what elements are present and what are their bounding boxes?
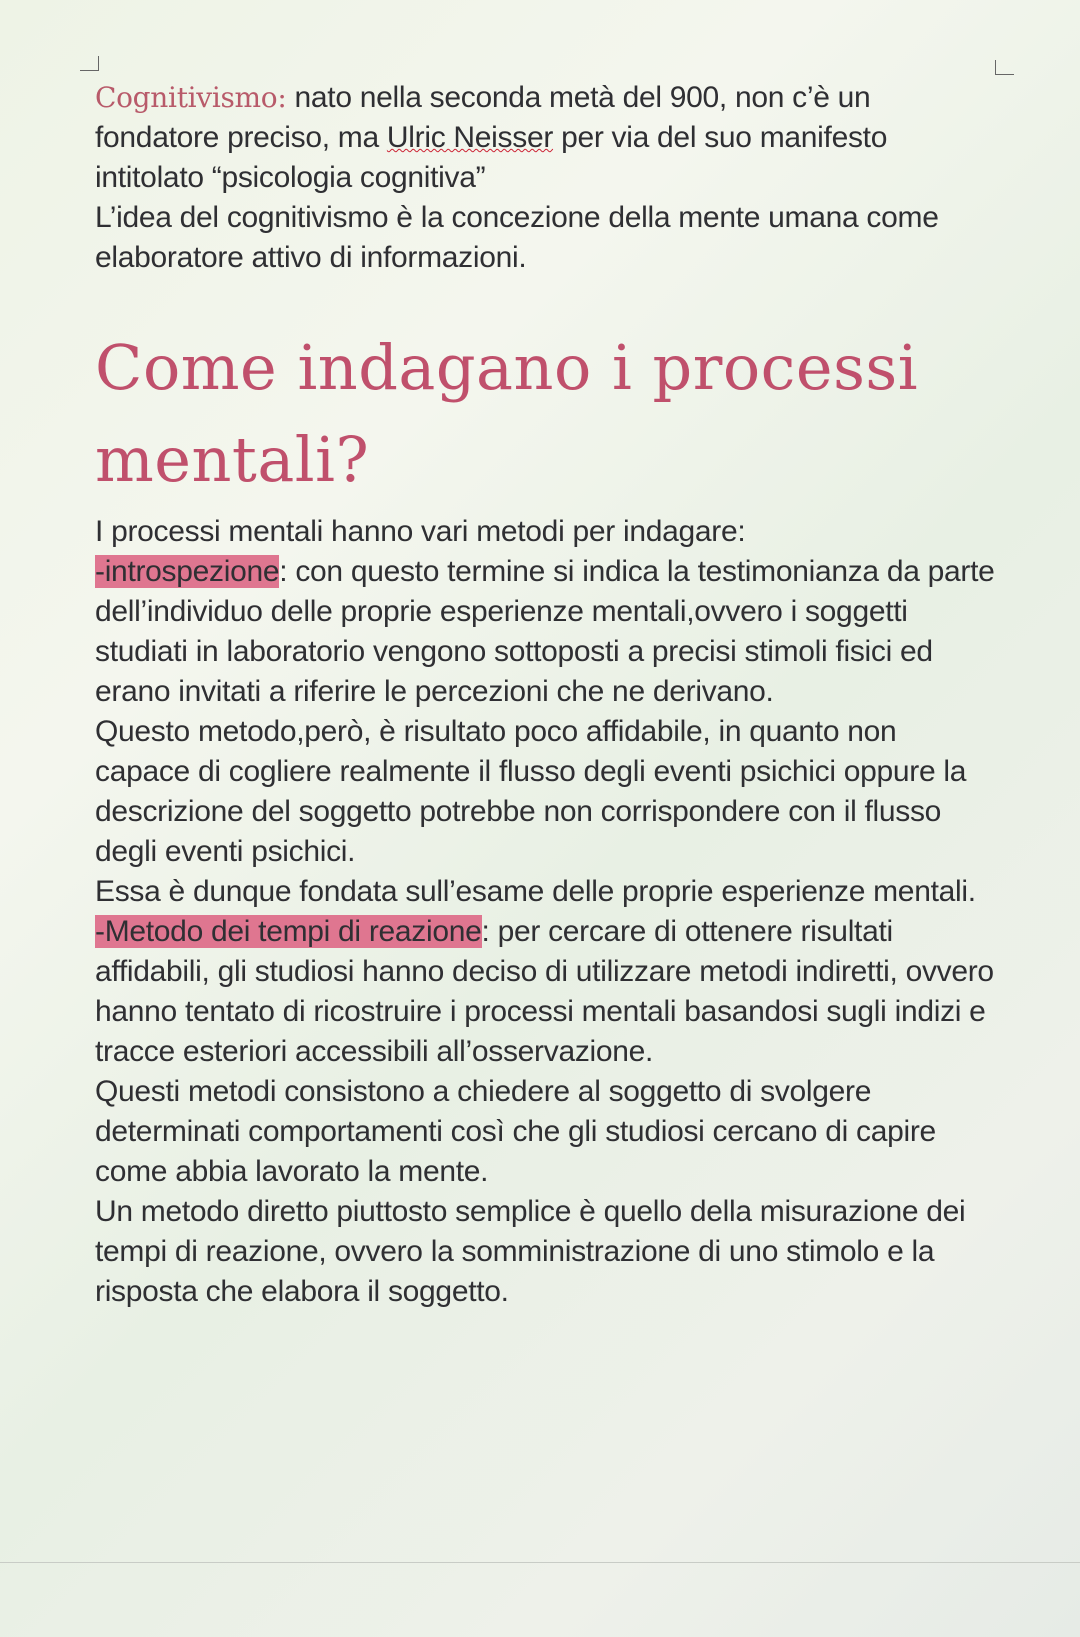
intro-paragraph — [95, 78, 995, 198]
term-cognitivismo: Cognitivismo: — [95, 81, 287, 114]
method-text: : per cercare di ottenere risultati affidabili, gli studiosi hanno deciso di utilizzare metodi indiretti, ovvero hanno tentato di ricostruire i processi mentali basandosi sugli indizi e tracce esteriori accessibili all’osservazione. — [95, 915, 994, 1068]
paragraph: Essa è dunque fondata sull’esame delle proprie esperienze mentali. — [95, 875, 976, 908]
section-heading: Come indagano i processi mentali? — [95, 331, 919, 496]
page-bottom-border — [0, 1562, 1080, 1563]
margin-corner-mark — [995, 60, 1014, 75]
paragraph: Questo metodo,però, è risultato poco affidabile, in quanto non capace di cogliere realmente il flusso degli eventi psichici oppure la descrizione del soggetto potrebbe non corrispondere con il flusso degli eventi psichici. — [95, 715, 967, 868]
margin-corner-mark — [80, 56, 99, 71]
method-text: : con questo termine si indica la testimonianza da parte dell’individuo delle proprie esperienze mentali,ovvero i soggetti studiati in laboratorio vengono sottoposti a precisi stimoli fisici ed erano invitati a riferire le percezioni che ne derivano. — [95, 555, 995, 708]
method-introspection — [95, 552, 995, 712]
document-body[interactable] — [95, 78, 995, 1312]
paragraph: Questi metodi consistono a chiedere al soggetto di svolgere determinati comportamenti così che gli studiosi cercano di capire come abbia lavorato la mente. — [95, 1075, 936, 1188]
intro-text: per via del suo manifesto intitolato “psicologia cognitiva” — [95, 121, 888, 194]
method-reaction-times — [95, 912, 995, 1072]
intro-paragraph-2: L’idea del cognitivismo è la concezione della mente umana come elaboratore attivo di informazioni. — [95, 201, 939, 274]
misspelled-name: Ulric Neisser — [386, 121, 554, 154]
intro-text: nato nella seconda metà del 900, non c’è un fondatore preciso, ma — [95, 81, 871, 154]
paragraph: Un metodo diretto piuttosto semplice è quello della misurazione dei tempi di reazione, ovvero la somministrazione di uno stimolo e la risposta che elabora il soggetto. — [95, 1195, 966, 1308]
highlight-introspezione: -introspezione — [95, 555, 280, 588]
lead-paragraph: I processi mentali hanno vari metodi per indagare: — [95, 515, 746, 548]
highlight-metodo-tempi: -Metodo dei tempi di reazione — [95, 915, 482, 948]
